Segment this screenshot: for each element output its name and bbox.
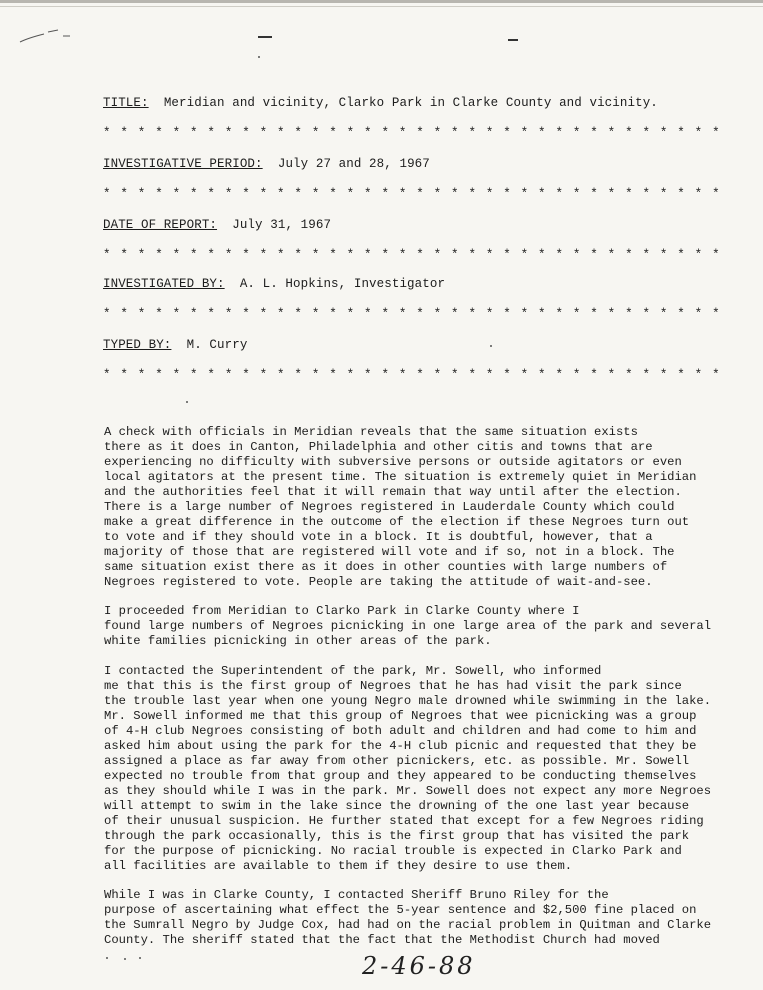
text-line: local agitators at the present time. The situation is extremely quiet in Meridian: [104, 470, 697, 484]
text-line: I proceeded from Meridian to Clarko Park in Clarke County where I: [104, 604, 580, 618]
speck: [139, 957, 141, 959]
date-of-report-field: [103, 218, 331, 232]
separator-3: * * * * * * * * * * * * * * * * * * * * * * * * * * * * * * * * * * * *: [103, 248, 721, 262]
mark-dash-left: [258, 36, 272, 38]
typed-value: M. Curry: [186, 338, 248, 352]
text-line: white families picnicking in other areas of the park.: [104, 634, 492, 648]
text-line: make a great difference in the outcome of the election if these Negroes turn out: [104, 515, 690, 529]
text-line: purpose of ascertaining what effect the 5-year sentence and $2,500 fine placed on: [104, 903, 697, 917]
text-line: asked him about using the park for the 4-H club picnic and requested that they be: [104, 739, 697, 753]
pencil-mark: [18, 26, 73, 46]
paragraph-superintendent: [104, 664, 734, 874]
speck: [186, 401, 188, 403]
typed-label: TYPED BY:: [103, 338, 172, 352]
text-line: me that this is the first group of Negroes that he has had visit the park since: [104, 679, 682, 693]
text-line: expected no trouble from that group and they appeared to be conducting themselves: [104, 769, 697, 783]
text-line: will attempt to swim in the lake since the drowning of the one last year because: [104, 799, 690, 813]
investigative-period-field: [103, 157, 430, 171]
text-line: the Sumrall Negro by Judge Cox, had had on the racial problem in Quitman and Clarke: [104, 918, 712, 932]
speck: [106, 957, 108, 959]
text-line: of 4-H club Negroes consisting of both adult and children and had come to him and: [104, 724, 697, 738]
text-line: to vote and if they should vote in a block. It is doubtful, however, that a: [104, 530, 653, 544]
text-line: of their unusual suspicion. He further stated that except for a few Negroes riding: [104, 814, 704, 828]
investigated-by-field: [103, 277, 445, 291]
text-line: and the authorities feel that it will remain that way until after the election.: [104, 485, 682, 499]
report-value: July 31, 1967: [232, 218, 332, 232]
text-line: While I was in Clarke County, I contacted Sheriff Bruno Riley for the: [104, 888, 609, 902]
period-value: July 27 and 28, 1967: [277, 157, 430, 171]
handwritten-document-number: 2-46-88: [362, 952, 476, 980]
period-label: INVESTIGATIVE PERIOD:: [103, 157, 263, 171]
title-field: [103, 96, 658, 110]
speck: [124, 958, 126, 960]
text-line: the trouble last year when one young Negro male drowned while swimming in the lake.: [104, 694, 712, 708]
text-line: Mr. Sowell informed me that this group of Negroes that wee picnicking was a group: [104, 709, 697, 723]
text-line: County. The sheriff stated that the fact that the Methodist Church had moved: [104, 933, 660, 947]
text-line: There is a large number of Negroes registered in Lauderdale County which could: [104, 500, 675, 514]
paragraph-sheriff: [104, 888, 734, 948]
text-line: all facilities are available to them if they desire to use them.: [104, 859, 573, 873]
page-top-edge: [0, 0, 763, 3]
separator-5: * * * * * * * * * * * * * * * * * * * * * * * * * * * * * * * * * * * *: [103, 368, 721, 382]
speck: [258, 56, 260, 58]
investigated-label: INVESTIGATED BY:: [103, 277, 225, 291]
text-line: same situation exist there as it does in other counties with large numbers of: [104, 560, 668, 574]
separator-4: * * * * * * * * * * * * * * * * * * * * * * * * * * * * * * * * * * * *: [103, 307, 721, 321]
text-line: there as it does in Canton, Philadelphia and other citis and towns that are: [104, 440, 653, 454]
text-line: A check with officials in Meridian reveals that the same situation exists: [104, 425, 638, 439]
text-line: for the purpose of picnicking. No racial trouble is expected in Clarko Park and: [104, 844, 682, 858]
typed-by-field: [103, 338, 247, 352]
mark-dash-right: [508, 39, 518, 41]
investigated-value: A. L. Hopkins, Investigator: [239, 277, 446, 291]
title-value: Meridian and vicinity, Clarko Park in Clarke County and vicinity.: [163, 96, 658, 110]
text-line: found large numbers of Negroes picnicking in one large area of the park and several: [104, 619, 712, 633]
report-label: DATE OF REPORT:: [103, 218, 218, 232]
title-label: TITLE:: [103, 96, 149, 110]
paragraph-meridian: [104, 425, 734, 590]
paragraph-clarko-park: [104, 604, 734, 649]
separator-2: * * * * * * * * * * * * * * * * * * * * * * * * * * * * * * * * * * * *: [103, 187, 721, 201]
text-line: as they should while I was in the park. Mr. Sowell does not expect any more Negroes: [104, 784, 712, 798]
speck: [490, 345, 492, 347]
text-line: Negroes registered to vote. People are taking the attitude of wait-and-see.: [104, 575, 653, 589]
text-line: assigned a place as far away from other picnickers, etc. as possible. Mr. Sowell: [104, 754, 690, 768]
page-top-edge-line: [0, 6, 763, 7]
text-line: through the park occasionally, this is the first group that has visited the park: [104, 829, 690, 843]
separator-1: * * * * * * * * * * * * * * * * * * * * * * * * * * * * * * * * * * * *: [103, 126, 721, 140]
text-line: majority of those that are registered will vote and if so, not in a block. The: [104, 545, 675, 559]
text-line: experiencing no difficulty with subversive persons or outside agitators or even: [104, 455, 682, 469]
text-line: I contacted the Superintendent of the park, Mr. Sowell, who informed: [104, 664, 602, 678]
